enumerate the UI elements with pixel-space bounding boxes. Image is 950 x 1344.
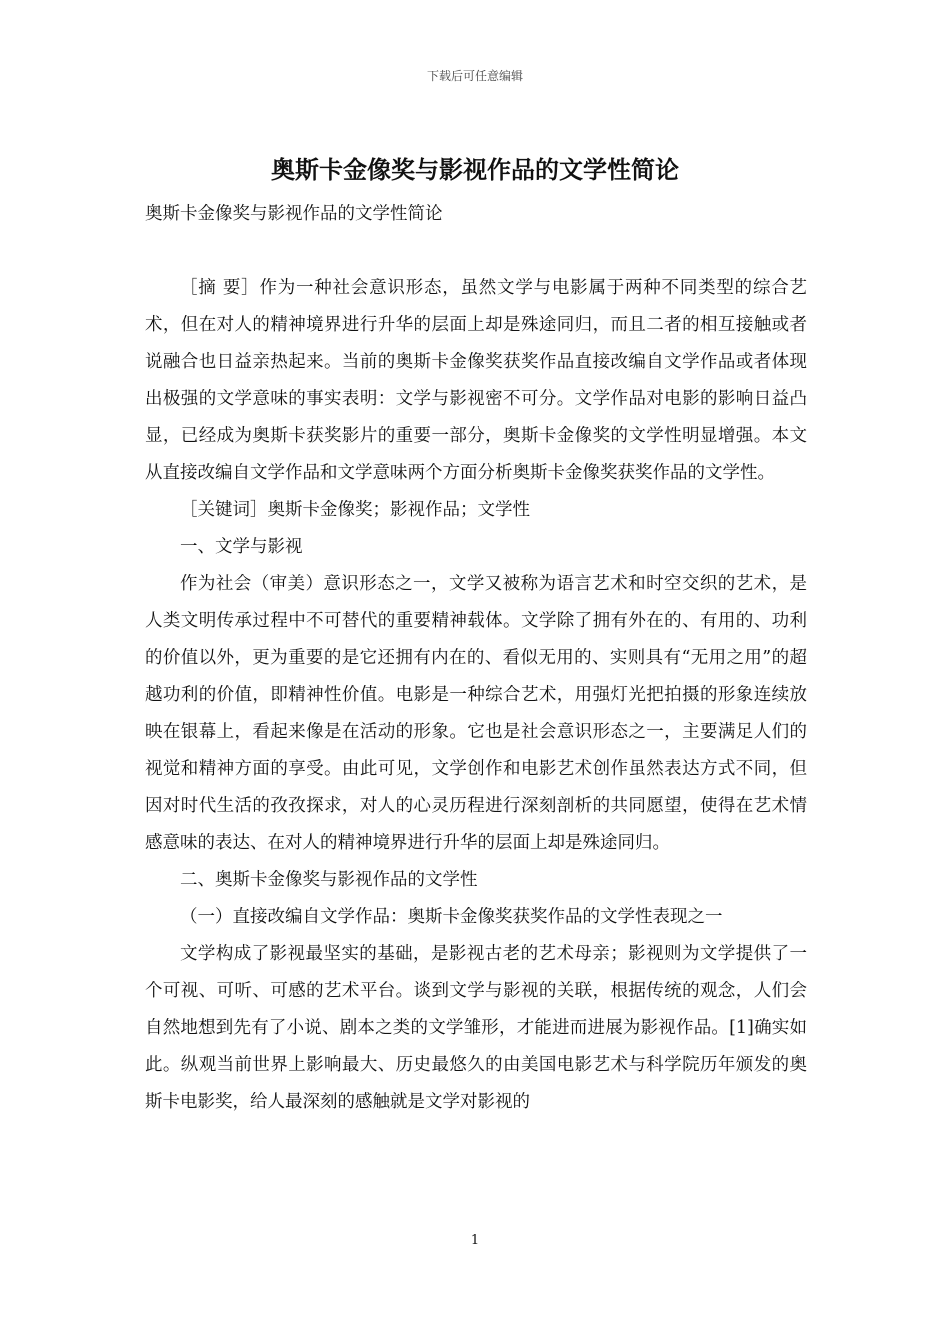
section-heading-2: 二、奥斯卡金像奖与影视作品的文学性: [180, 870, 478, 890]
body-text: [145, 270, 807, 1121]
abstract-paragraph: ［摘 要］作为一种社会意识形态，虽然文学与电影属于两种不同类型的综合艺术，但在对人的精神境界进行升华的层面上却是殊途同归，而且二者的相互接触或者说融合也日益亲热起来。当前的奥斯卡金像奖获奖作品直接改编自文学作品或者体现出极强的文学意味的事实表明：文学与影视密不可分。文学作品对电影的影响日益凸显，已经成为奥斯卡获奖影片的重要一部分，奥斯卡金像奖的文学性明显增强。本文从直接改编自文学作品和文学意味两个方面分析奥斯卡金像奖获奖作品的文学性。: [145, 278, 807, 483]
document-title: 奥斯卡金像奖与影视作品的文学性简论: [271, 155, 679, 184]
keywords-paragraph: ［关键词］奥斯卡金像奖；影视作品；文学性: [180, 500, 530, 520]
page-number: 1: [470, 1233, 480, 1248]
header-note: 下载后可任意编辑: [426, 69, 523, 83]
subsection-heading-1: （一）直接改编自文学作品：奥斯卡金像奖获奖作品的文学性表现之一: [180, 907, 723, 927]
document-subtitle: 奥斯卡金像奖与影视作品的文学性简论: [145, 204, 443, 224]
body-paragraph: 文学构成了影视最坚实的基础，是影视古老的艺术母亲；影视则为文学提供了一个可视、可听、可感的艺术平台。谈到文学与影视的关联，根据传统的观念，人们会自然地想到先有了小说、剧本之类的文学雏形，才能进而进展为影视作品。[1]确实如此。纵观当前世界上影响最大、历史最悠久的由美国电影艺术与科学院历年颁发的奥斯卡电影奖，给人最深刻的感触就是文学对影视的: [145, 944, 807, 1112]
body-paragraph: 作为社会（审美）意识形态之一，文学又被称为语言艺术和时空交织的艺术，是人类文明传承过程中不可替代的重要精神载体。文学除了拥有外在的、有用的、功利的价值以外，更为重要的是它还拥有内在的、看似无用的、实则具有“无用之用”的超越功利的价值，即精神性价值。电影是一种综合艺术，用强灯光把拍摄的形象连续放映在银幕上，看起来像是在活动的形象。它也是社会意识形态之一，主要满足人们的视觉和精神方面的享受。由此可见，文学创作和电影艺术创作虽然表达方式不同，但因对时代生活的孜孜探求，对人的心灵历程进行深刻剖析的共同愿望，使得在艺术情感意味的表达、在对人的精神境界进行升华的层面上却是殊途同归。: [145, 574, 807, 853]
section-heading-1: 一、文学与影视: [180, 537, 303, 557]
